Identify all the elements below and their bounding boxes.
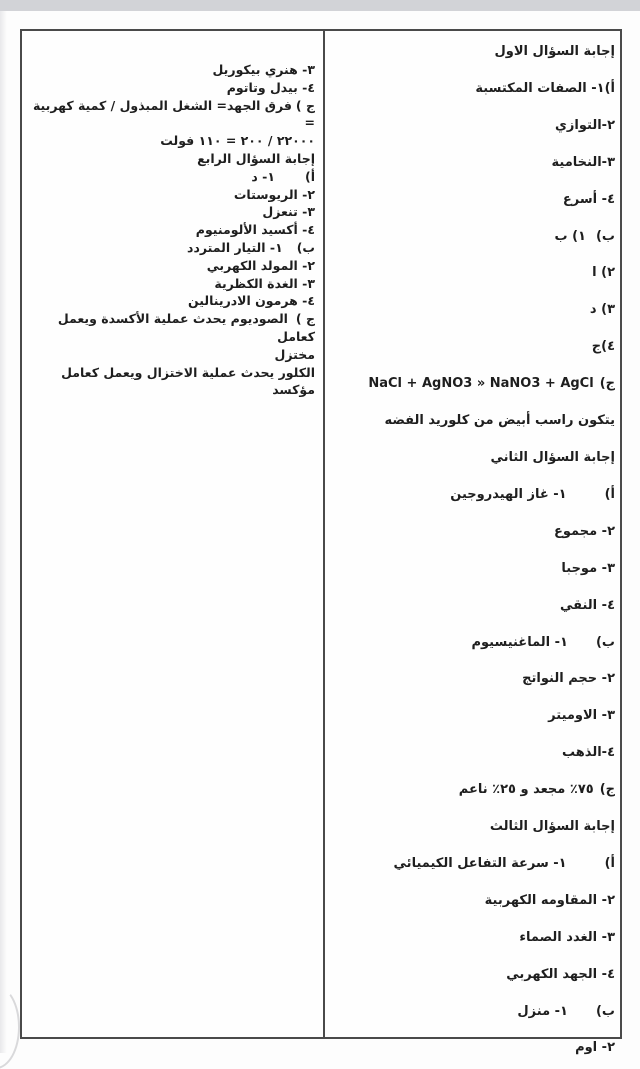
answer-line <box>329 477 615 514</box>
answer-text: مختزل <box>274 346 315 362</box>
answer-line <box>329 1030 615 1067</box>
answer-line <box>26 203 315 221</box>
answer-text: ١- سرعة التفاعل الكيميائي <box>393 855 567 871</box>
answer-line <box>26 79 315 97</box>
item-marker: ب) <box>595 1003 615 1019</box>
answer-line <box>26 168 315 186</box>
answer-text: فرق الجهد= الشغل المبذول / كمية كهربية = <box>32 97 315 131</box>
answer-line <box>329 145 615 182</box>
answer-text: ٢- المقاومه الكهربية <box>484 892 615 908</box>
scan-left-edge-shadow <box>0 11 7 1053</box>
answer-text: ٤- أكسيد الألومنيوم <box>195 222 315 238</box>
answer-text: الصوديوم يحدث عملية الأكسدة ويعمل كعامل <box>57 311 315 344</box>
item-marker: أ) <box>604 486 615 502</box>
answer-line <box>26 292 315 310</box>
answer-line <box>329 551 615 588</box>
item-marker: ج ) <box>295 311 315 327</box>
answer-text: ٣- الغدد الصماء <box>519 929 615 945</box>
answer-text: ٧٥٪ مجعد و ٢٥٪ ناعم <box>458 782 594 798</box>
answer-text: ٢- الريوستات <box>233 186 315 202</box>
answer-line <box>329 440 615 477</box>
answer-line <box>329 71 615 108</box>
answer-line <box>26 221 315 239</box>
answer-line <box>329 182 615 219</box>
answer-text: إجابة السؤال الاول <box>494 44 615 59</box>
answer-line <box>329 698 615 735</box>
item-marker: أ) <box>604 855 615 871</box>
answer-line <box>26 257 315 275</box>
answer-text: ٢-التوازي <box>555 117 615 133</box>
answer-text: ٣- تنعزل <box>262 204 315 220</box>
answer-line <box>329 661 615 698</box>
answer-text: ٤- النقي <box>559 597 615 613</box>
answer-text: ١- غاز الهيدروجين <box>450 486 567 502</box>
answer-line <box>329 108 615 145</box>
answer-line <box>329 366 615 403</box>
answer-text: ٣) د <box>589 302 615 318</box>
answer-line <box>26 364 315 400</box>
item-marker: ب) <box>595 634 615 650</box>
answer-text: ٣- هنري بيكوريل <box>212 62 315 77</box>
answer-line <box>329 846 615 883</box>
answer-text: ٤)ج <box>591 339 615 355</box>
answer-text: ٣- الغدة الكظرية <box>214 275 315 291</box>
answer-line <box>329 255 615 292</box>
answer-text: أ)١- الصفات المكتسبة <box>475 80 615 96</box>
answer-line <box>329 957 615 994</box>
answer-line <box>329 34 615 71</box>
answer-text: ٤- الجهد الكهربي <box>506 966 615 982</box>
answer-text: NaCl + AgNO3 » NaNO3 + AgCl <box>368 376 594 392</box>
answer-sheet-table <box>20 29 622 1056</box>
item-marker: ج) <box>599 376 615 392</box>
item-marker: ج) <box>599 782 615 798</box>
item-marker: ب) <box>296 239 315 255</box>
answer-text: ١- منزل <box>517 1003 568 1019</box>
answer-line <box>329 994 615 1031</box>
answer-line <box>26 310 315 346</box>
answer-text: ٣- الاوميتر <box>548 708 615 724</box>
answer-line <box>329 403 615 440</box>
answer-line <box>26 97 315 133</box>
answer-text: ٣- موجبا <box>561 560 615 576</box>
answer-line <box>329 514 615 551</box>
answer-line <box>329 883 615 920</box>
answer-text: ٤-الذهب <box>562 745 615 761</box>
answer-text: ٤- هرمون الادرينالين <box>188 293 315 309</box>
right-column-q1-q3-answers <box>325 31 622 1056</box>
answer-line <box>329 772 615 809</box>
answer-line <box>26 346 315 364</box>
item-marker: ج ) <box>295 97 315 113</box>
answer-text: ٢- اوم <box>575 1040 615 1056</box>
answer-text: ١) ب <box>554 228 586 244</box>
answer-text: الكلور يحدث عملية الاختزال ويعمل كعامل مؤكسد <box>61 364 315 398</box>
answer-text: يتكون راسب أبيض من كلوريد الفضه <box>384 413 615 429</box>
answer-text: إجابة السؤال الرابع <box>197 150 315 166</box>
answer-line <box>26 61 315 79</box>
answer-line <box>26 186 315 204</box>
answer-line <box>26 239 315 257</box>
answer-line <box>329 219 615 256</box>
left-column-q4-answers <box>22 31 323 1037</box>
answer-line <box>329 735 615 772</box>
answer-text: ٤- بيدل وتاتوم <box>226 79 315 95</box>
answer-line <box>329 625 615 662</box>
answer-text: إجابة السؤال الثاني <box>490 449 615 465</box>
answer-text: إجابة السؤال الثالث <box>489 819 615 835</box>
answer-text: ٢- حجم النواتج <box>522 671 615 687</box>
answer-line <box>26 132 315 150</box>
answer-text: ١- الماغنيسيوم <box>471 634 568 650</box>
item-marker: ب) <box>595 228 615 244</box>
answer-line <box>329 329 615 366</box>
answer-text: ٢٢٠٠٠ / ٢٠٠ = ١١٠ فولت <box>160 133 315 149</box>
answer-line <box>329 809 615 846</box>
answer-text: ٤- أسرع <box>562 191 615 207</box>
answer-text: ١- التيار المتردد <box>187 239 283 255</box>
scan-top-gray-bar <box>0 0 640 11</box>
item-marker: أ) <box>305 168 315 184</box>
answer-text: ٣-النخامية <box>551 154 615 170</box>
answer-text: ٢) ا <box>592 265 615 281</box>
answer-line <box>329 292 615 329</box>
page-curl-artifact <box>0 985 20 1069</box>
answer-text: ١- د <box>251 168 275 184</box>
answer-text: ٢- المولد الكهربي <box>206 257 315 273</box>
answer-line <box>329 588 615 625</box>
answer-line <box>26 275 315 293</box>
answer-line <box>26 150 315 168</box>
answer-text: ٢- مجموع <box>553 523 615 539</box>
answer-line <box>329 920 615 957</box>
